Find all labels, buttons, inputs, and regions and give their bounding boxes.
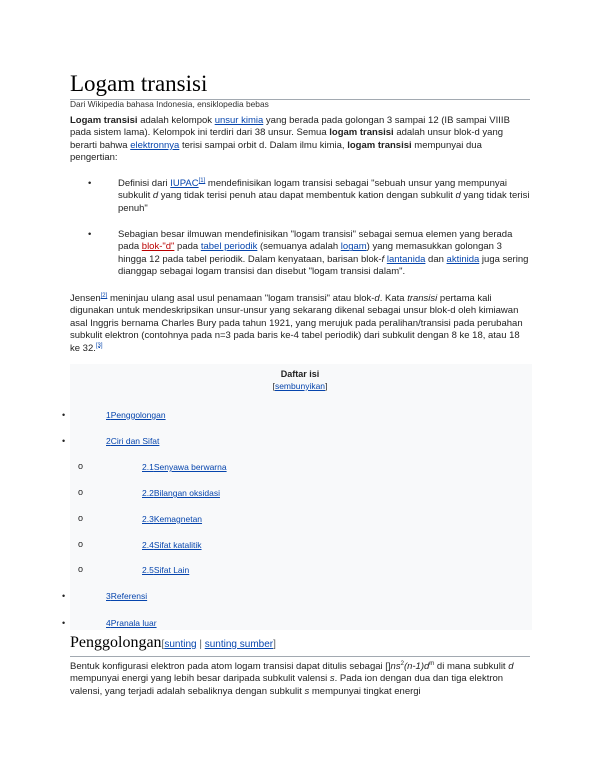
toc-label: Senyawa berwarna — [153, 462, 227, 472]
text-run: Definisi dari — [118, 178, 171, 189]
tagline: Dari Wikipedia bahasa Indonesia, ensiklopedia bebas — [70, 99, 269, 109]
toc-item[interactable] — [106, 618, 157, 628]
link-tabel-periodik[interactable]: tabel periodik — [200, 241, 258, 253]
toc-hide-link[interactable]: sembunyikan — [274, 381, 326, 391]
toc-sub-bullet-icon: o — [78, 513, 84, 523]
link-unsur-kimia[interactable]: unsur kimia — [214, 115, 264, 126]
bracket: [ — [272, 381, 275, 391]
text-run: mempunyai energi yang lebih besar daripada subkulit valensi — [70, 673, 330, 685]
toc-number: 2 — [106, 436, 111, 446]
italic-run: d — [455, 190, 461, 202]
citation-3[interactable]: [3] — [95, 342, 103, 349]
italic-run: s — [304, 685, 310, 697]
toc-number: 2.3 — [142, 514, 154, 524]
list-item — [88, 229, 532, 279]
text-run: mempunyai dua pengertian: — [70, 139, 482, 164]
toc-item[interactable] — [106, 436, 159, 446]
italic-run: d — [374, 293, 380, 304]
italic-run: transisi — [407, 293, 438, 304]
toc-sub-bullet-icon: o — [78, 564, 84, 574]
toc-number: 2.1 — [142, 462, 154, 472]
text-run: ) yang memasukkan golongan 3 hingga 12 pada tabel periodik. Dalam kenyataan, barisan blok- — [118, 241, 502, 265]
text-run: . Pada ion dengan dua dan tiga elektron valensi, yang terjadi adalah sebaliknya dengan subkulit — [70, 673, 504, 697]
citation-1[interactable]: [1] — [198, 177, 206, 184]
link-blok-d[interactable]: blok-"d" — [141, 241, 175, 253]
toc-label: Kemagnetan — [153, 514, 203, 524]
toc-label: Penggolongan — [110, 410, 166, 420]
link-aktinida[interactable]: aktinida — [446, 253, 480, 265]
toc-item[interactable] — [142, 565, 189, 575]
text-run: Sebagian besar ilmuwan mendefinisikan "logam transisi" sebagai semua elemen yang berada pada — [118, 229, 513, 253]
section-edit-links — [162, 639, 276, 650]
italic-run: (n-1)d — [403, 661, 430, 672]
bracket: ] — [325, 381, 328, 391]
text-run: yang berada pada golongan 3 sampai 12 (IB sampai VIIIB pada sistem lama). Kelompok ini terdiri dari 38 unsur. Semua — [70, 115, 510, 139]
toc-sub-bullet-icon: o — [78, 539, 84, 549]
bullet-icon: • — [88, 229, 92, 240]
toc-item[interactable] — [106, 591, 147, 601]
text-run: mempunyai tingkat energi — [309, 685, 421, 697]
toc-bullet-icon: • — [62, 618, 66, 628]
toc-sub-bullet-icon: o — [78, 461, 84, 471]
text-run: juga sering dianggap sebagai logam transisi dan disebut "logam transisi dalam". — [118, 253, 529, 278]
toc-label: Sifat katalitik — [153, 540, 202, 550]
text-run: mendefinisikan logam transisi sebagai "sebuah unsur yang mempunyai subkulit — [118, 178, 508, 202]
link-logam[interactable]: logam — [340, 241, 367, 253]
toc-number: 2.4 — [142, 540, 154, 550]
text-run: yang tidak terisi penuh" — [118, 190, 530, 214]
text-run: terisi sampai orbit d. Dalam ilmu kimia, — [179, 139, 348, 151]
text-run: (semuanya adalah — [257, 241, 341, 253]
italic-run: s — [329, 673, 335, 685]
toc-item[interactable] — [142, 462, 227, 472]
toc-label: Referensi — [110, 591, 148, 601]
toc-number: 1 — [106, 410, 111, 420]
text-run: Jensen — [70, 293, 101, 304]
toc-bullet-icon: • — [62, 591, 66, 601]
toc-label: Pranala luar — [110, 618, 157, 628]
toc-bullet-icon: • — [62, 410, 66, 420]
text-run: pertama kali digunakan untuk mendeskripsikan unsur-unsur yang sekarang dikenal sebagai unsur blok-d oleh kimiawan asal Inggris bernama Charles Bury pada tahun 1921, yang merujuk pada peralihan/transisi pada perubahan subkulit elektron (contohnya pada n=3 pada baris ke-4 tabel periodik) dari subkulit dengan 8 ke 18, atau 18 ke 32. — [70, 293, 523, 354]
bold-term: Logam transisi — [70, 115, 138, 126]
section-title: Penggolongan — [70, 634, 162, 651]
italic-run: f — [381, 253, 385, 265]
text-run: pada — [174, 241, 201, 253]
text-run: . Kata — [379, 293, 408, 304]
citation-2[interactable]: [2] — [100, 292, 108, 299]
link-lantanida[interactable]: lantanida — [386, 253, 426, 265]
text-run: adalah unsur blok-d yang berarti bahwa — [70, 127, 504, 151]
bold-term: logam transisi — [347, 139, 412, 151]
bold-term: logam transisi — [329, 127, 394, 139]
list-item — [88, 177, 532, 215]
toc-sub-bullet-icon: o — [78, 487, 84, 497]
toc-number: 3 — [106, 591, 111, 601]
separator: | — [196, 639, 205, 650]
text-run: dan — [425, 253, 447, 265]
link-elektronnya[interactable]: elektronnya — [130, 139, 180, 151]
page-title: Logam transisi — [70, 70, 530, 100]
toc-title: Daftar isi — [280, 369, 320, 379]
toc-label: Ciri dan Sifat — [110, 436, 160, 446]
toc-bullet-icon: • — [62, 436, 66, 446]
superscript: m — [429, 660, 435, 667]
section-paragraph — [70, 661, 532, 698]
edit-source-link[interactable]: sunting sumber — [204, 639, 274, 650]
toc-number: 2.5 — [142, 565, 154, 575]
edit-link[interactable]: sunting — [164, 639, 197, 650]
intro-paragraph — [70, 115, 532, 165]
section-heading — [70, 633, 530, 657]
toc-toggle — [0, 381, 600, 391]
toc-item[interactable] — [106, 410, 166, 420]
text-run: meninjau ulang asal usul penamaan "logam transisi" atau blok- — [107, 293, 375, 304]
italic-run: d — [508, 661, 514, 672]
toc-label: Bilangan oksidasi — [153, 488, 220, 498]
toc-item[interactable] — [142, 540, 202, 550]
jensen-paragraph — [70, 293, 532, 355]
bracket: [ — [161, 639, 165, 650]
superscript: 2 — [400, 660, 404, 667]
toc-item[interactable] — [142, 488, 220, 498]
bracket: ] — [273, 639, 276, 650]
italic-run: ns — [390, 661, 401, 672]
toc-number: 2.2 — [142, 488, 154, 498]
link-iupac[interactable]: IUPAC — [170, 178, 199, 189]
toc-item[interactable] — [142, 514, 202, 524]
bullet-icon: • — [88, 178, 92, 189]
toc-number: 4 — [106, 618, 111, 628]
text-run: yang tidak terisi penuh atau dapat membentuk kation dengan subkulit — [158, 190, 456, 202]
italic-run: d — [152, 190, 159, 202]
toc-label: Sifat Lain — [153, 565, 190, 575]
text-run: di mana subkulit — [434, 661, 509, 672]
text-run: Bentuk konfigurasi elektron pada atom logam transisi dapat ditulis sebagai [] — [70, 661, 391, 672]
text-run: adalah kelompok — [137, 115, 215, 126]
